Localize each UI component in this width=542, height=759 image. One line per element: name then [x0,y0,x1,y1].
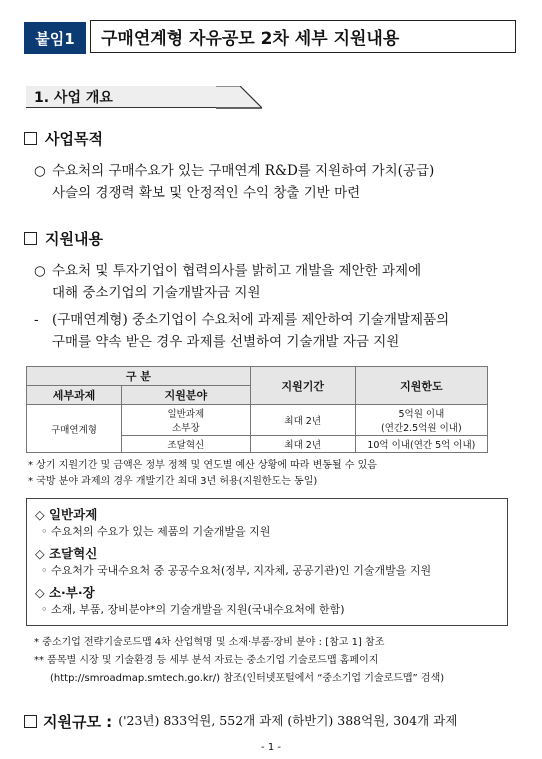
content-line: 구매를 약속 받은 경우 과제를 선별하여 기술개발 자금 지원 [52,334,400,350]
box-item: ◦ 수요처가 국내수요처 중 공공수요처(정부, 지자체, 공공기관)인 기술개발을 지원 [41,564,432,577]
dash-bullet: - [34,312,39,328]
checkbox-square-icon [24,132,37,145]
table-cell-limit: 5억원 이내 (연간2.5억원 이내) [355,405,487,436]
table-header-period: 지원기간 [250,367,355,405]
content-line: 수요처 및 투자기업이 협력의사를 밝히고 개발을 제안한 과제에 [52,263,422,279]
footnotes [34,634,514,688]
section-tab-slant [216,86,262,109]
table-notes [28,458,518,490]
content-text [34,260,524,353]
content-line: 대해 중소기업의 기술개발자금 지원 [52,285,261,301]
footnote-line: * 중소기업 전략기술로드맵 4차 산업혁명 및 소재·부품·장비 분야 : [참고 1] 참조 [34,637,385,648]
checkbox-square-icon [24,232,37,245]
content-heading [24,228,103,249]
box-item: ◦ 소재, 부품, 장비분야*의 기술개발을 지원(국내수요처에 한함) [41,603,345,616]
purpose-heading [24,128,103,149]
attachment-badge: 붙임1 [24,22,86,54]
support-fields-box [26,498,508,626]
purpose-line: 사슬의 경쟁력 확보 및 안정적인 수익 창출 기반 마련 [52,185,361,201]
scale-heading-text: 지원규모 : [43,712,113,731]
scale-heading [24,710,524,732]
page-title: 구매연계형 자유공모 2차 세부 지원내용 [90,20,516,53]
table-header-field: 지원분야 [122,386,251,405]
purpose-line: 수요처의 구매수요가 있는 구매연계 R&D를 지원하여 가치(공급) [52,163,435,179]
table-cell-limit: 10억 이내(연간 5억 이내) [355,436,487,453]
circle-bullet-icon: ○ [34,163,46,179]
purpose-heading-text: 사업목적 [45,130,103,148]
circle-bullet-icon: ○ [34,263,46,279]
box-title: ◇ 조달혁신 [35,546,98,561]
scale-text: ('23년) 833억원, 552개 과제 (하반기) 388억원, 304개 과제 [118,713,458,728]
box-title: ◇ 소·부·장 [35,585,95,600]
section-header [26,86,236,108]
note-line: * 상기 지원기간 및 금액은 정부 정책 및 연도별 예산 상황에 따라 변동될 수 있음 [28,460,377,471]
table-cell-period: 최대 2년 [250,405,355,436]
footnote-line: (http://smroadmap.smtech.go.kr/) 참조(인터넷포털에서 “중소기업 기술로드맵” 검색) [50,673,445,684]
purpose-text [34,160,514,204]
table-header-limit: 지원한도 [355,367,487,405]
checkbox-square-icon [24,715,37,728]
box-item: ◦ 수요처의 수요가 있는 제품의 기술개발을 지원 [41,525,271,538]
section-title: 1. 사업 개요 [26,86,216,108]
content-line: (구매연계형) 중소기업이 수요처에 과제를 제안하여 기술개발제품의 [52,312,450,328]
table-cell-field: 조달혁신 [122,436,251,453]
table-header-task: 세부과제 [27,386,122,405]
box-title: ◇ 일반과제 [35,507,98,522]
table-cell-task: 구매연계형 [27,405,122,453]
footnote-line: ** 품목별 시장 및 기술환경 등 세부 분석 자료는 중소기업 기술로드맵 홈페이지 [34,655,379,666]
support-table [26,366,488,453]
table-cell-field: 일반과제 소부장 [122,405,251,436]
page-number: - 1 - [261,742,281,753]
table-header-group: 구 분 [27,367,251,386]
table-cell-period: 최대 2년 [250,436,355,453]
note-line: * 국방 분야 과제의 경우 개발기간 최대 3년 허용(지원한도는 동일) [28,476,318,487]
content-heading-text: 지원내용 [45,230,103,248]
